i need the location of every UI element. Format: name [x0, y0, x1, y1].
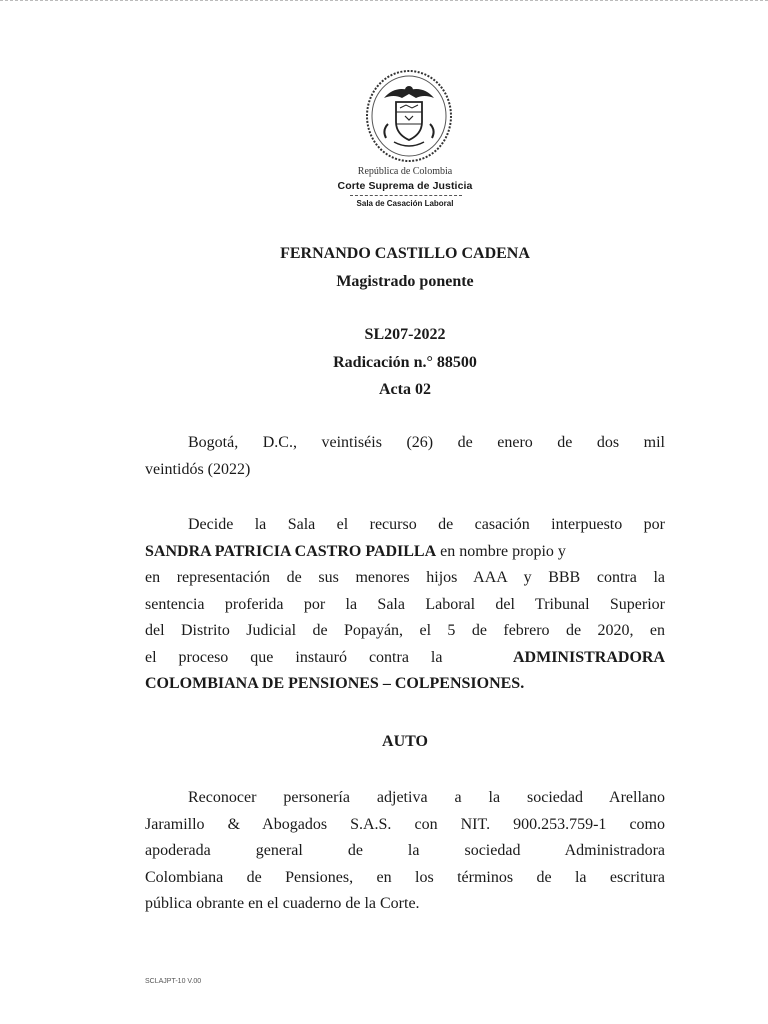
auto-line: Reconocer personería adjetiva a la sociedad Arellano	[188, 789, 665, 806]
page-top-dashed-border	[0, 0, 768, 1]
decision-line-pre: el proceso que instauró contra la	[145, 648, 443, 666]
decision-line-rest: en nombre propio y	[436, 542, 566, 560]
date-line: Bogotá, D.C., veintiséis (26) de enero de dos mil	[188, 434, 665, 451]
auto-line: Colombiana de Pensiones, en los términos de la escritura	[145, 868, 665, 886]
auto-line: pública obrante en el cuaderno de la Corte.	[145, 895, 420, 912]
acta-number: Acta 02	[379, 381, 431, 398]
appellant-name: SANDRA PATRICIA CASTRO PADILLA	[145, 542, 437, 560]
auto-paragraph	[145, 785, 665, 918]
header-chamber: Sala de Casación Laboral	[356, 199, 454, 208]
radicacion-number: Radicación n.° 88500	[333, 354, 477, 371]
decision-paragraph	[145, 512, 665, 698]
date-paragraph	[145, 430, 665, 483]
respondent-name-part1: ADMINISTRADORA	[512, 648, 665, 666]
auto-line: Jaramillo & Abogados S.A.S. con NIT. 900.253.759-1 como	[145, 815, 665, 833]
decision-line	[145, 645, 665, 672]
section-heading-auto: AUTO	[382, 733, 428, 750]
decision-line: del Distrito Judicial de Popayán, el 5 de febrero de 2020, en	[145, 622, 665, 639]
decision-line: sentencia proferida por la Sala Laboral del Tribunal Superior	[145, 595, 665, 613]
decision-line: en representación de sus menores hijos AAA y BBB contra la	[145, 569, 665, 586]
magistrate-name: FERNANDO CASTILLO CADENA	[280, 245, 530, 262]
header-court: Corte Suprema de Justicia	[337, 180, 473, 192]
header-republic: República de Colombia	[357, 166, 453, 177]
decision-line	[145, 539, 665, 566]
auto-line: apoderada general de la sociedad Administradora	[145, 842, 665, 859]
header-divider	[350, 195, 462, 196]
date-line: veintidós (2022)	[145, 460, 251, 478]
ruling-number: SL207-2022	[364, 326, 446, 343]
respondent-name-part2: COLOMBIANA DE PENSIONES – COLPENSIONES.	[145, 675, 525, 692]
footer-form-code: SCLAJPT-10 V.00	[145, 978, 202, 985]
decision-line: Decide la Sala el recurso de casación interpuesto por	[188, 516, 665, 533]
coat-of-arms-seal-icon	[364, 68, 454, 164]
magistrate-role: Magistrado ponente	[336, 273, 474, 290]
decision-line	[145, 671, 665, 698]
